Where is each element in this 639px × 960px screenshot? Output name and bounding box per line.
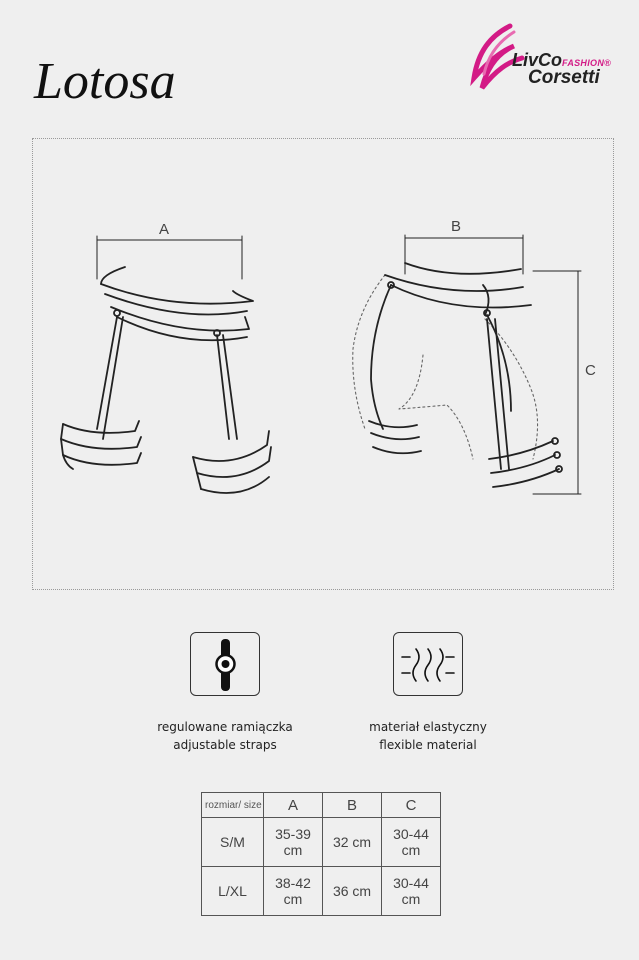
product-title: [30, 30, 230, 120]
value-a-cell: 35-39 cm: [264, 818, 323, 867]
value-b-cell: 36 cm: [323, 867, 382, 916]
size-table-corner: rozmiar/ size: [202, 793, 264, 818]
feature-label-pl: materiał elastyczny: [369, 720, 487, 734]
side-view-garter: [353, 235, 581, 494]
brand-line1: LivCoFASHION®: [512, 50, 612, 70]
feature-label-en: flexible material: [379, 738, 477, 752]
adjustable-strap-icon: [190, 632, 260, 696]
size-cell: S/M: [202, 818, 264, 867]
dimension-a-label: A: [159, 221, 170, 238]
feature-adjustable-straps: [130, 718, 320, 754]
product-title-text: Lotosa: [34, 53, 176, 110]
value-b-cell: 32 cm: [323, 818, 382, 867]
flexible-material-icon: [393, 632, 463, 696]
size-cell: L/XL: [202, 867, 264, 916]
table-row: [202, 818, 441, 867]
brand-tag: FASHION®: [562, 58, 612, 68]
size-table-header: [202, 793, 441, 818]
size-table: [201, 792, 441, 916]
value-c-cell: 30-44 cm: [382, 867, 441, 916]
column-header-a: A: [264, 793, 323, 818]
front-view-garter: [61, 236, 271, 493]
technical-drawing: [32, 138, 614, 590]
value-c-cell: 30-44 cm: [382, 818, 441, 867]
brand-logo: [470, 22, 625, 100]
column-header-c: C: [382, 793, 441, 818]
dimension-c-label: C: [585, 362, 596, 379]
table-row: [202, 867, 441, 916]
feature-label-pl: regulowane ramiączka: [157, 720, 293, 734]
dimension-b-label: B: [451, 218, 462, 235]
brand-line2: Corsetti: [528, 67, 600, 88]
value-a-cell: 38-42 cm: [264, 867, 323, 916]
column-header-b: B: [323, 793, 382, 818]
feature-label-en: adjustable straps: [173, 738, 277, 752]
feature-flexible-material: [333, 718, 523, 754]
